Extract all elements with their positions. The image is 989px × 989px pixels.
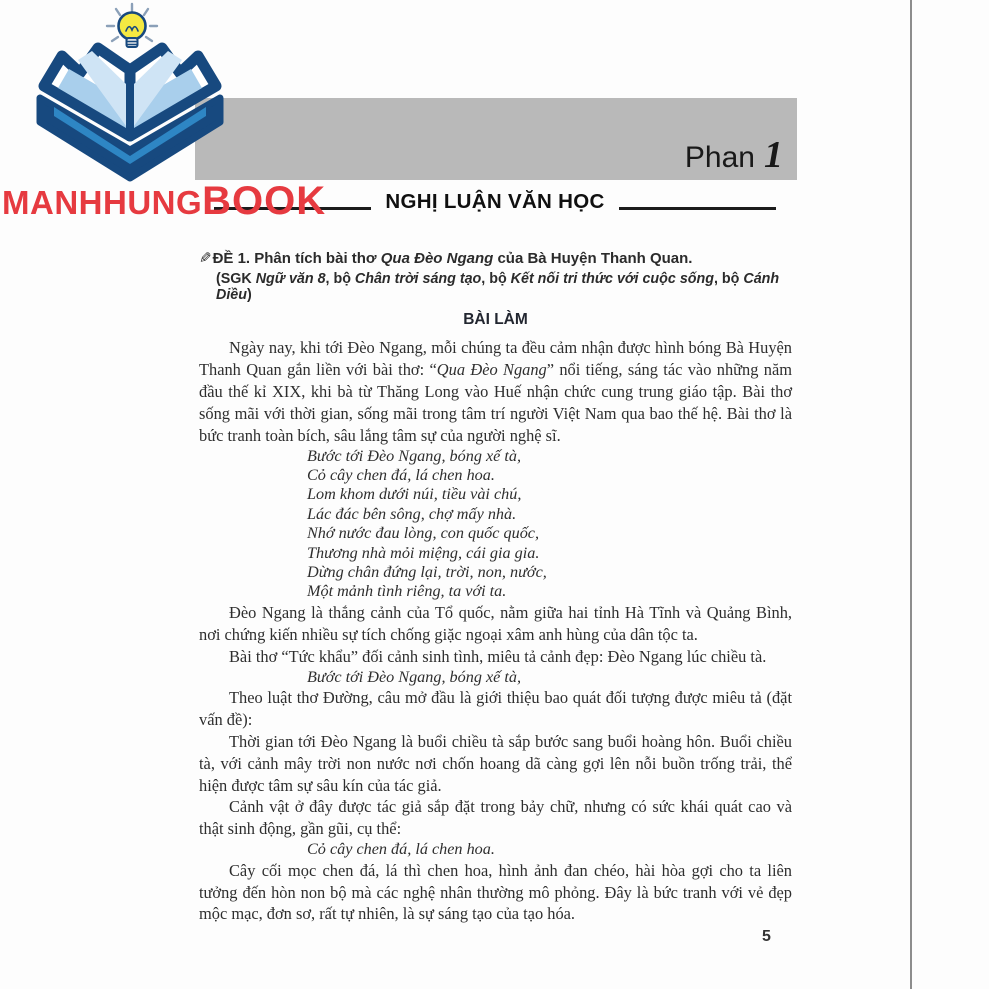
prompt-label: ĐỀ 1. bbox=[212, 250, 251, 267]
source-plain: ) bbox=[246, 287, 252, 303]
essay-paragraph: Bài thơ “Tức khẩu” đối cảnh sinh tình, miêu tả cảnh đẹp: Đèo Ngang lúc chiều tà. bbox=[229, 646, 767, 666]
essay-prompt bbox=[199, 249, 792, 267]
poem-line: Cỏ cây chen đá, lá chen hoa. bbox=[307, 465, 495, 484]
page-number: 5 bbox=[762, 928, 771, 945]
poem-line: Một mảnh tình riêng, ta với ta. bbox=[307, 582, 507, 601]
poem-stanza bbox=[307, 447, 792, 602]
poem-line: Bước tới Đèo Ngang, bóng xế tà, bbox=[307, 667, 522, 686]
pencil-icon: ✎ bbox=[199, 250, 212, 267]
essay-paragraph: Ngày nay, khi tới Đèo Ngang, mỗi chúng ta đều cảm nhận được hình bóng Bà Huyện Thanh Quan gắn liền với bài thơ: “Qua Đèo Ngang” nổi tiếng, sáng tác vào những năm đầu thế kỉ XIX, khi bà từ Thăng Long vào Huế nhận chức cung trung giáo tập. Bài thơ sống mãi với thời gian, sống mãi trong tâm trí người Việt Nam qua bao thế hệ. Bài thơ là bức tranh toàn bích, sâu lắng tâm sự của người nghệ sĩ. bbox=[199, 338, 792, 445]
prompt-text-after: của Bà Huyện Thanh Quan. bbox=[493, 250, 693, 267]
poem-line: Dừng chân đứng lại, trời, non, nước, bbox=[307, 562, 547, 581]
poem-line: Lác đác bên sông, chợ mấy nhà. bbox=[307, 504, 517, 523]
part-label: Phan bbox=[684, 141, 755, 174]
brand-name bbox=[2, 179, 326, 224]
essay-paragraph: Đèo Ngang là thắng cảnh của Tổ quốc, nằm giữa hai tỉnh Hà Tĩnh và Quảng Bình, nơi chứng kiến nhiều sự tích chống giặc ngoại xâm anh hùng của dân tộc ta. bbox=[199, 602, 792, 644]
poem-stanza bbox=[307, 840, 792, 859]
part-number bbox=[685, 133, 797, 180]
source-plain: , bộ bbox=[481, 271, 511, 287]
part-number-digit: 1 bbox=[764, 134, 783, 176]
prompt-work-title: Qua Đèo Ngang bbox=[380, 250, 494, 267]
source-plain: (SGK bbox=[216, 271, 256, 287]
poem-line: Thương nhà mỏi miệng, cái gia gia. bbox=[307, 543, 540, 562]
essay-paragraph: Cảnh vật ở đây được tác giả sắp đặt trong bảy chữ, nhưng có sức khái quát cao và thật sinh động, gần gũi, cụ thể: bbox=[199, 797, 792, 839]
essay-paragraph: Cây cối mọc chen đá, lá thì chen hoa, hình ảnh đan chéo, hài hòa gợi cho ta liên tưởng đến hòn non bộ mà các nghệ nhân thường mô phỏng. Đây là bức tranh với vẻ đẹp mộc mạc, đơn sơ, rất tự nhiên, là sự sáng tạo của tạo hóa. bbox=[199, 860, 792, 924]
section-title: NGHỊ LUẬN VĂN HỌC bbox=[385, 190, 605, 213]
brand-logo bbox=[0, 0, 327, 232]
textbook-reference bbox=[199, 271, 792, 303]
brand-name-primary: MANHHUNG bbox=[2, 184, 203, 221]
source-plain: , bộ bbox=[325, 271, 355, 287]
source-plain: , bộ bbox=[713, 271, 744, 287]
open-book-icon bbox=[40, 48, 220, 178]
essay-paragraph: Theo luật thơ Đường, câu mở đầu là giới thiệu bao quát đối tượng được miêu tả (đặt vấn đề): bbox=[199, 687, 792, 729]
poem-line: Nhớ nước đau lòng, con quốc quốc, bbox=[307, 524, 540, 543]
source-book: Ngữ văn 8 bbox=[255, 271, 326, 287]
poem-line: Bước tới Đèo Ngang, bóng xế tà, bbox=[307, 446, 522, 465]
essay-paragraph: Thời gian tới Đèo Ngang là buổi chiều tà sắp bước sang buổi hoàng hôn. Buổi chiều tà, với cảnh mây trời non nước nơi chốn hoang dã càng gợi lên nỗi buồn trống trải, thể hiện được tâm sự sâu kín của tác giả. bbox=[199, 731, 792, 795]
page-edge-line bbox=[910, 0, 912, 989]
brand-name-secondary: BOOK bbox=[202, 179, 327, 223]
poem-line: Cỏ cây chen đá, lá chen hoa. bbox=[307, 840, 495, 859]
source-book: Cánh Diều bbox=[216, 271, 780, 303]
poem-stanza bbox=[307, 668, 792, 687]
essay-body bbox=[199, 337, 792, 925]
source-book: Kết nối tri thức với cuộc sống bbox=[510, 271, 714, 287]
source-book: Chân trời sáng tạo bbox=[354, 271, 482, 287]
essay-column bbox=[199, 249, 792, 925]
prompt-text-before: Phân tích bài thơ bbox=[250, 250, 381, 267]
essay-heading: BÀI LÀM bbox=[463, 311, 528, 328]
poem-line: Lom khom dưới núi, tiều vài chú, bbox=[307, 485, 522, 504]
brand-logo-graphic bbox=[26, 2, 238, 194]
title-rule-right bbox=[619, 207, 776, 210]
lightbulb-icon bbox=[107, 4, 157, 47]
